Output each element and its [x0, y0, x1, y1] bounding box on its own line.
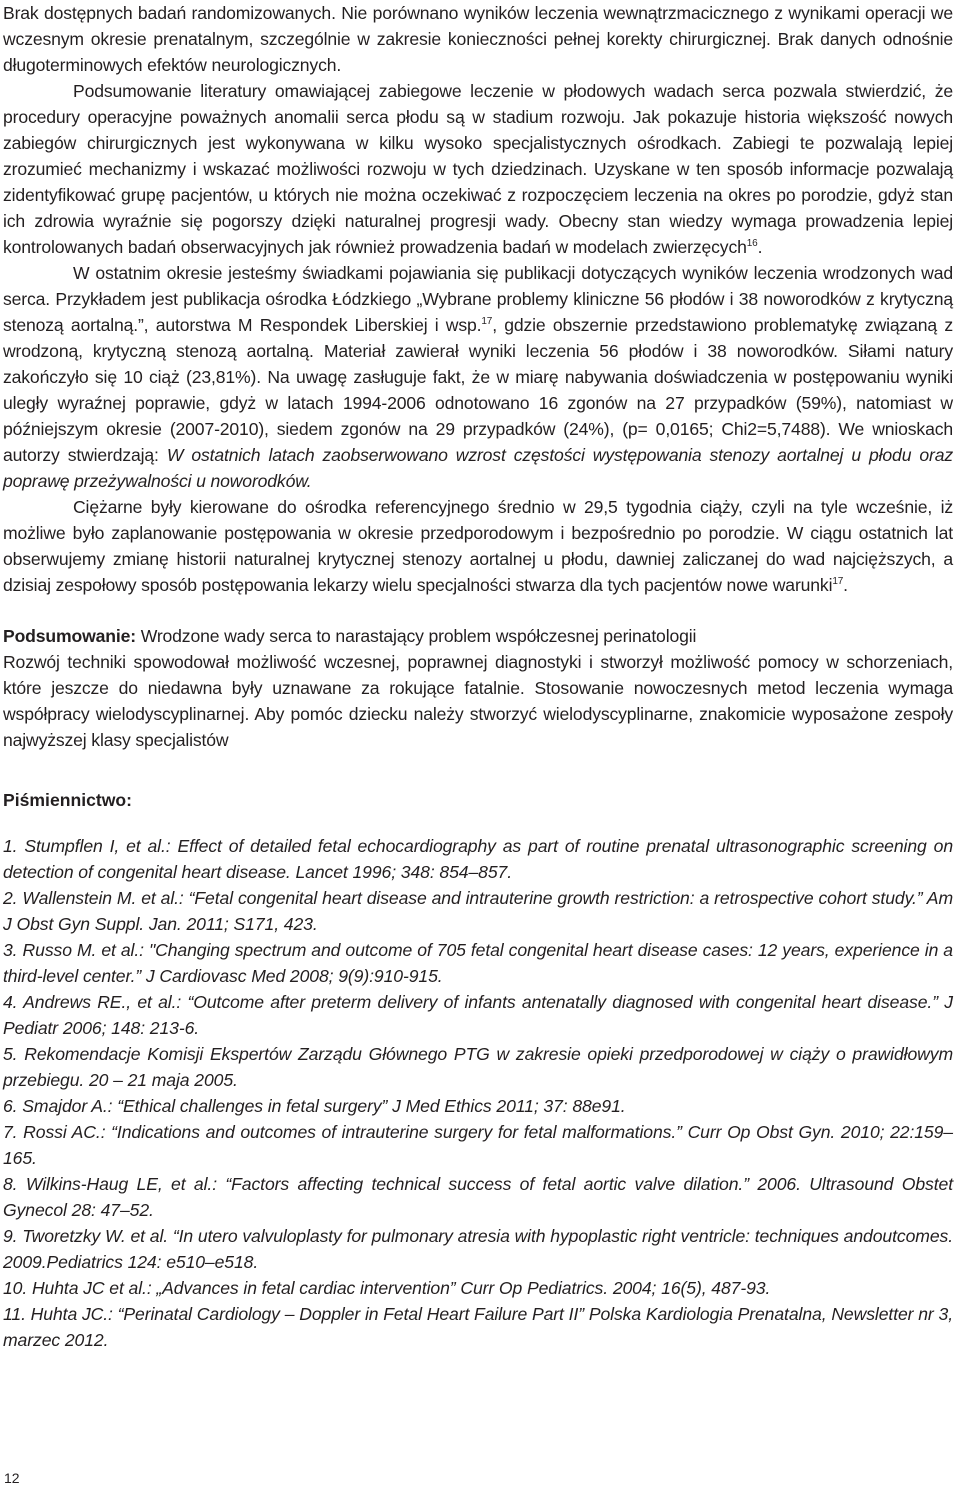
- paragraph-4-end: .: [843, 575, 848, 595]
- reference-item: 1. Stumpflen I, et al.: Effect of detailed fetal echocardiography as part of routine prenatal ultrasonographic screening on detection of congenital heart disease. Lancet 1996; 348: 854–857.: [3, 836, 953, 882]
- reference-item: 9. Tworetzky W. et al. “In utero valvuloplasty for pulmonary atresia with hypoplastic right ventricle: techniques andoutcomes. 2009.Pediatrics 124: e510–e518.: [3, 1226, 953, 1272]
- reference-item: 2. Wallenstein M. et al.: “Fetal congenital heart disease and intrauterine growth restriction: a retrospective cohort study.” Am J Obst Gyn Suppl. Jan. 2011; S171, 423.: [3, 888, 953, 934]
- reference-item: 5. Rekomendacje Komisji Ekspertów Zarządu Głównego PTG w zakresie opieki przedporodowej w ciąży o prawidłowym przebiegu. 20 – 21 maja 2005.: [3, 1044, 953, 1090]
- paragraph-2: [3, 78, 953, 260]
- paragraph-2-text: Podsumowanie literatury omawiającej zabiegowe leczenie w płodowych wadach serca pozwala stwierdzić, że procedury operacyjne poważnych anomalii serca płodu są w stadium rozwoju. Jak pokazuje historia większość nowych zabiegów chirurgicznych jest wykonywana w kilku wysoko specjalistycznych ośrodkach. Zabiegi te pozwalają lepiej zrozumieć mechanizmy i wskazać możliwości rozwoju w tych dziedzinach. Uzyskane w ten sposób informacje pozwalają zidentyfikować grupę pacjentów, u których nie można oczekiwać z rozpoczęciem leczenia na okres po porodzie, gdyż stan ich zdrowia wyraźnie się pogorszy dzięki naturalnej progresji wady. Obecny stan wiedzy wymaga prowadzenia lepiej kontrolowanych badań obserwacyjnych jak również prowadzenia badań w modelach zwierzęcych: [3, 81, 953, 257]
- citation-17: 17: [481, 316, 493, 327]
- paragraph-3-text: W ostatnim okresie jesteśmy świadkami pojawiania się publikacji dotyczących wyników leczenia wrodzonych wad serca. Przykładem jest publikacja ośrodka Łódzkiego „Wybrane problemy kliniczne 56 płodów i 38 noworodków z krytyczną stenozą aortalną.”, autorstwa M Respondek Liberskiej i wsp.: [3, 263, 953, 335]
- references-list: [3, 833, 953, 1353]
- paragraph-3-conclusion: W ostatnich latach zaobserwowano wzrost częstości występowania stenozy aortalnej u płodu oraz poprawę przeżywalności u noworodków.: [3, 445, 953, 491]
- document-page: [3, 0, 953, 1353]
- paragraph-3: [3, 260, 953, 494]
- summary-text: Rozwój techniki spowodował możliwość wczesnej, poprawnej diagnostyki i stworzył możliwość pomocy w schorzeniach, które jeszcze do niedawna były uznawane za rokujące fatalnie. Stosowanie nowoczesnych metod leczenia wymaga współpracy wielodyscyplinarnej. Aby pomóc dziecku należy stworzyć wielodyscyplinarne, znakomicie wyposażone zespoły najwyższej klasy specjalistów: [3, 652, 953, 750]
- summary-section: [3, 623, 953, 753]
- paragraph-4-text: Ciężarne były kierowane do ośrodka referencyjnego średnio w 29,5 tygodnia ciąży, czyli na tyle wcześnie, iż możliwe było zaplanowanie postępowania w okresie przedporodowym i bezpośrednio po porodzie. W ciągu ostatnich lat obserwujemy zmianę historii naturalnej krytycznej stenozy aortalnej u płodu, dawniej zaliczanej do wad najcięższych, a dzisiaj zespołowy sposób postępowania lekarzy wielu specjalności stwarza dla tych pacjentów nowe warunki: [3, 497, 953, 595]
- paragraph-2-end: .: [757, 237, 763, 257]
- citation-17b: 17: [832, 576, 844, 587]
- reference-item: 6. Smajdor A.: “Ethical challenges in fetal surgery” J Med Ethics 2011; 37: 88e91.: [3, 1096, 626, 1116]
- summary-heading-line: [3, 623, 953, 649]
- summary-label: Podsumowanie:: [3, 626, 136, 646]
- paragraph-4: [3, 494, 953, 598]
- reference-item: 3. Russo M. et al.: "Changing spectrum and outcome of 705 fetal congenital heart disease cases: 12 years, experience in a third-level center.” J Cardiovasc Med 2008; 9(9):910-915.: [3, 940, 953, 986]
- page-number: 12: [4, 1470, 20, 1486]
- paragraph-1: Brak dostępnych badań randomizowanych. Nie porównano wyników leczenia wewnątrzmacicznego z wynikami operacji we wczesnym okresie prenatalnym, szczególnie w zakresie konieczności pełnej korekty chirurgicznej. Brak danych odnośnie długoterminowych efektów neurologicznych.: [3, 3, 953, 75]
- references-title: Piśmiennictwo:: [3, 790, 133, 810]
- paragraph-3-middle: , gdzie obszernie przedstawiono problematykę związaną z wrodzoną, krytyczną stenozą aortalną. Materiał zawierał wyniki leczenia 56 płodów i 38 noworodków. Siłami natury zakończyło się 10 ciąż (23,81%). Na uwagę zasługuje fakt, że w miarę nabywania doświadczenia w postępowaniu wyniki uległy wyraźnej poprawie, gdyż w latach 1994-2006 odnotowano 16 zgonów na 27 przypadków (59%), natomiast w późniejszym okresie (2007-2010), siedem zgonów na 29 przypadków (24%), (p= 0,0165; Chi2=5,7488). We wnioskach autorzy stwierdzają:: [3, 315, 953, 465]
- reference-item: 4. Andrews RE., et al.: “Outcome after preterm delivery of infants antenatally diagnosed with congenital heart disease.” J Pediatr 2006; 148: 213-6.: [3, 992, 953, 1038]
- summary-line1: Wrodzone wady serca to narastający problem współczesnej perinatologii: [135, 626, 697, 646]
- reference-item: 7. Rossi AC.: “Indications and outcomes of intrauterine surgery for fetal malformations.” Curr Op Obst Gyn. 2010; 22:159–165.: [3, 1122, 953, 1168]
- citation-16: 16: [746, 238, 758, 249]
- reference-item: 10. Huhta JC et al.: „Advances in fetal cardiac intervention” Curr Op Pediatrics. 2004; 16(5), 487-93.: [3, 1278, 771, 1298]
- reference-item: 8. Wilkins-Haug LE, et al.: “Factors affecting technical success of fetal aortic valve dilation.” 2006. Ultrasound Obstet Gynecol 28: 47–52.: [3, 1174, 953, 1220]
- reference-item: 11. Huhta JC.: “Perinatal Cardiology – Doppler in Fetal Heart Failure Part II” Polska Kardiologia Prenatalna, Newsletter nr 3, marzec 2012.: [3, 1304, 953, 1350]
